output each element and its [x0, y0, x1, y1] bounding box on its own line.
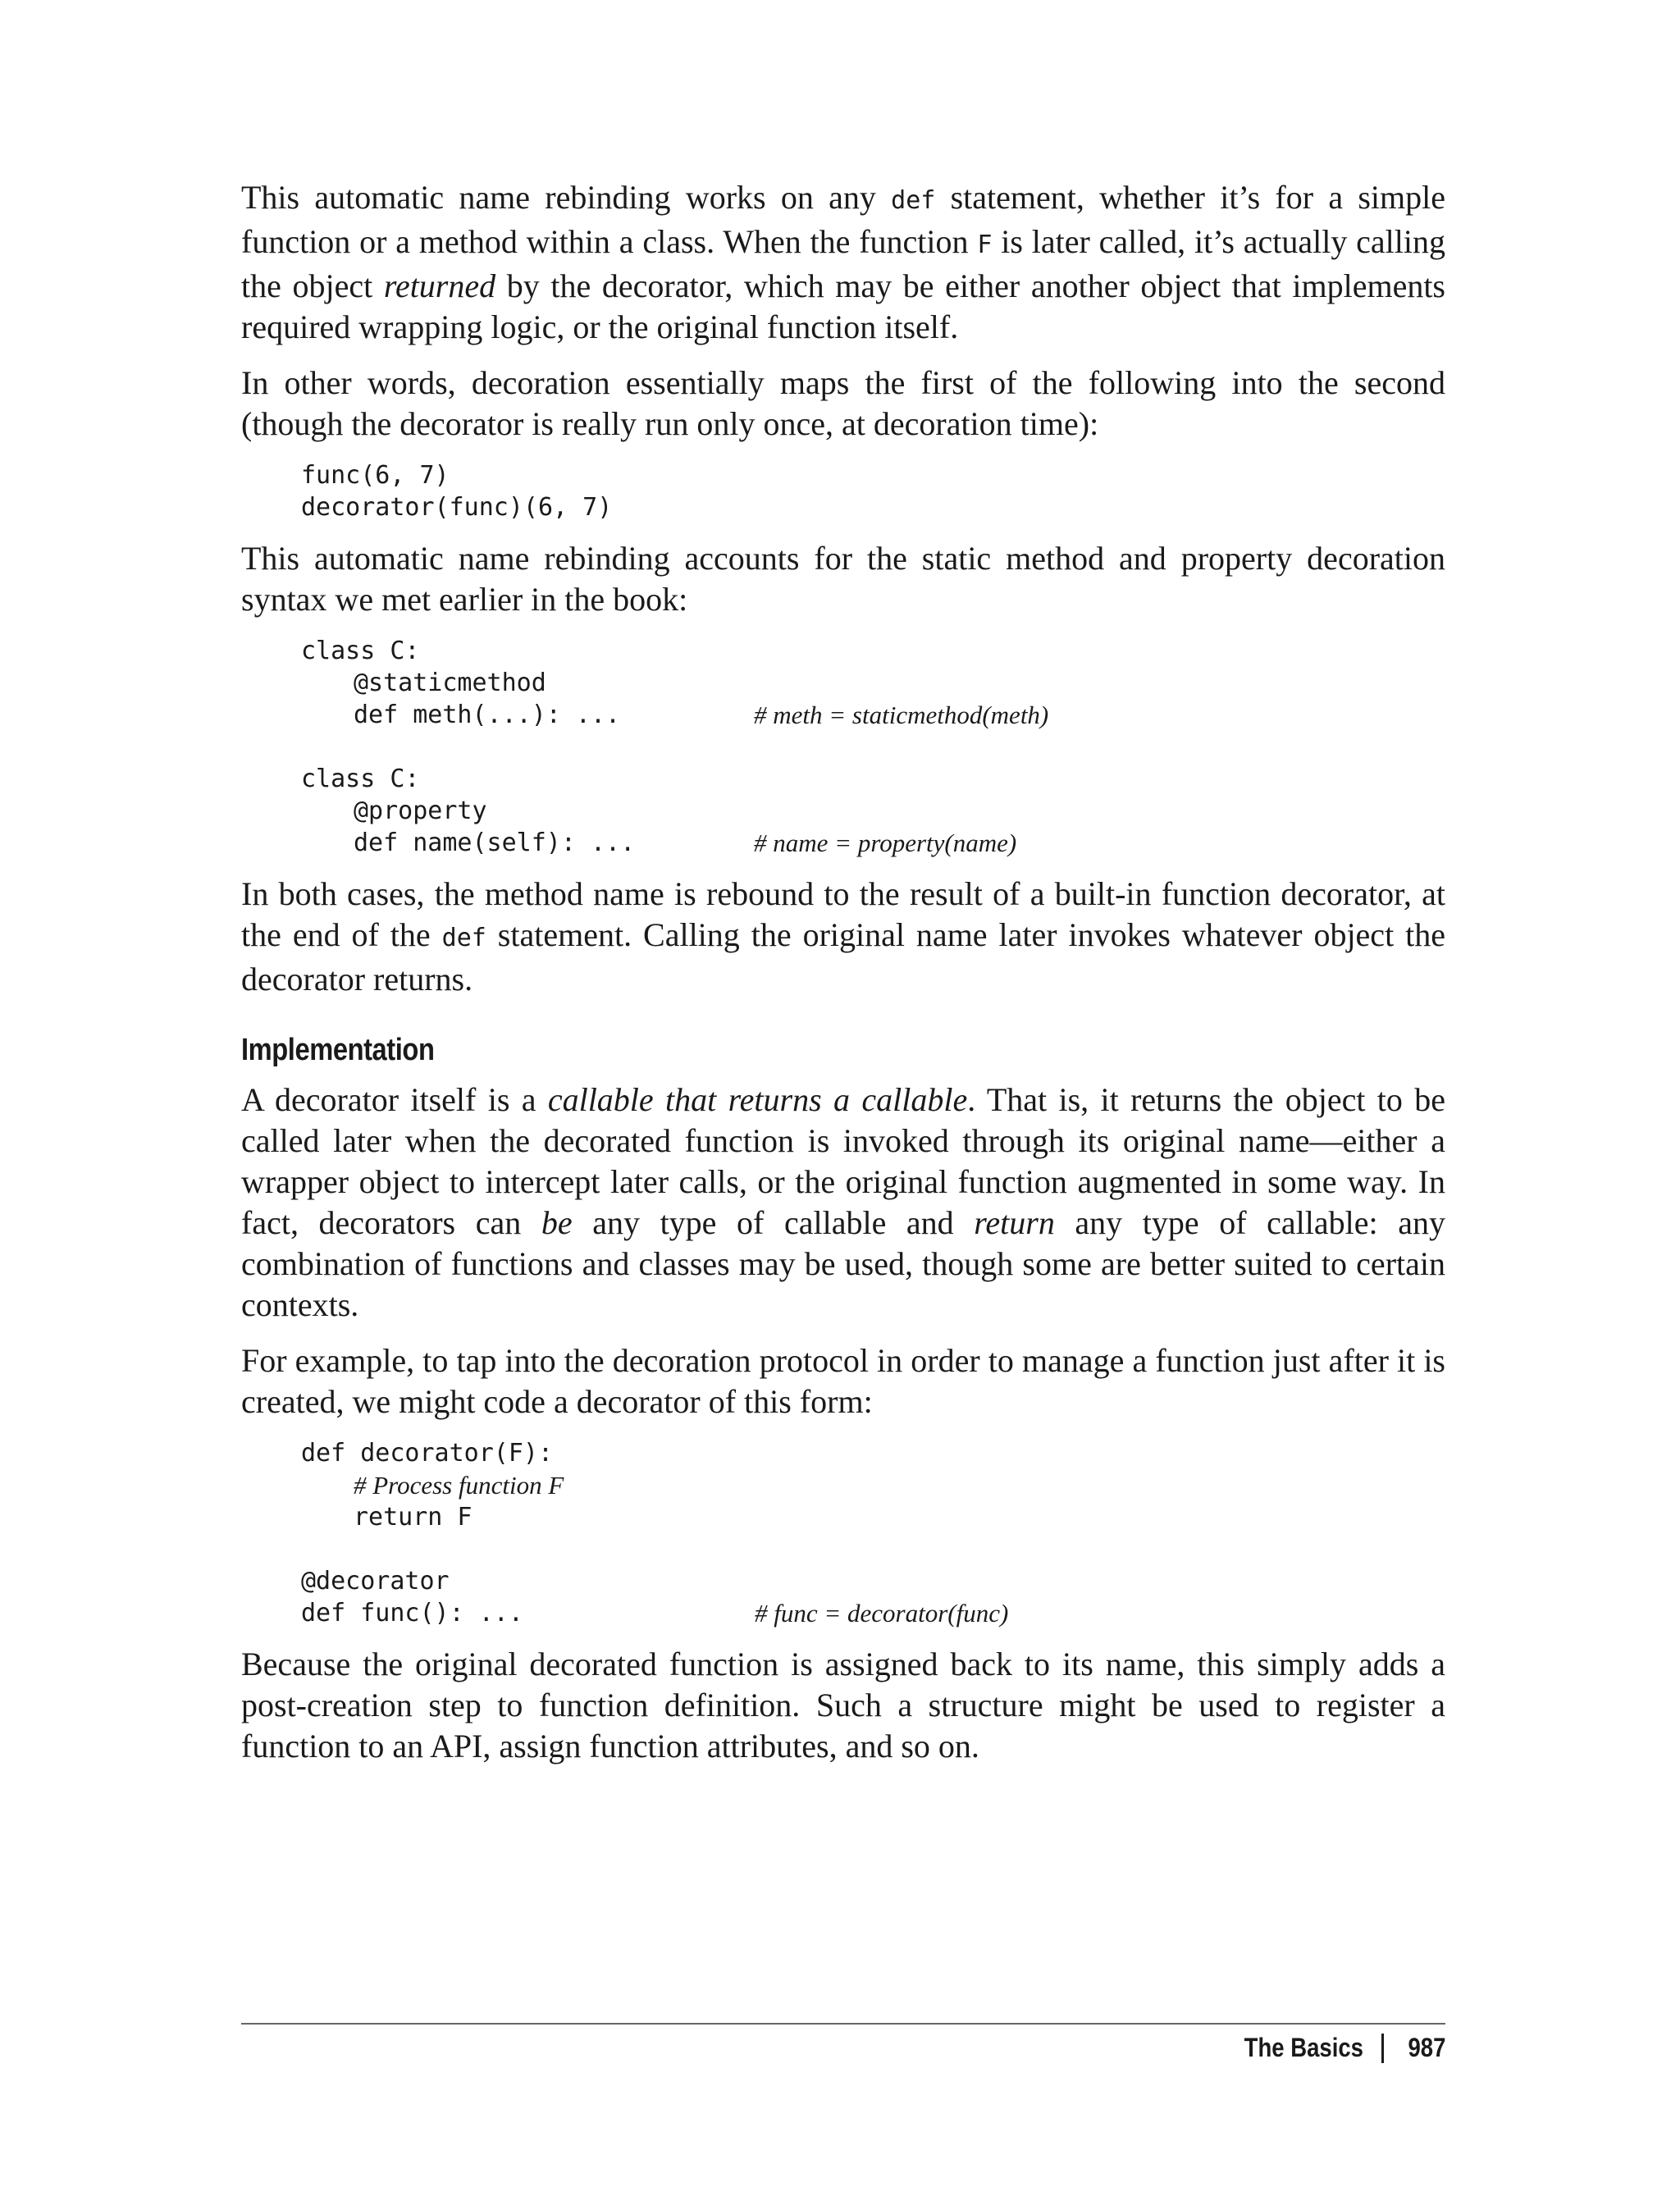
paragraph-4 [241, 874, 1445, 1000]
code-block-2 [301, 635, 1445, 859]
footer-rule [241, 2023, 1445, 2025]
inline-code: F [977, 231, 993, 259]
emphasis: return [974, 1204, 1055, 1241]
code-line: class C: [301, 637, 420, 665]
code-comment: # func = decorator(func) [755, 1599, 1009, 1628]
code-line: @property [354, 797, 487, 825]
text: statement, whether it’s for a simple function or a method within a class. When the function [241, 179, 1445, 260]
code-line [301, 699, 1445, 731]
code-line: return F [354, 1503, 472, 1532]
code-text: def func(): ... [301, 1599, 523, 1628]
text: any type of callable and [572, 1204, 975, 1241]
inline-code: def [891, 186, 936, 215]
code-block-3 [301, 1437, 1445, 1629]
code-comment: # Process function F [354, 1471, 564, 1500]
text: . That is, it returns the object to be called later when the decorated function is invoked through its original name—either a wrapper object to intercept later calls, or the original function augmented in some way. In fact, decorators can [241, 1081, 1445, 1241]
text: statement. Calling the original name later invokes whatever object the decorator returns. [241, 916, 1445, 998]
code-line: class C: [301, 765, 420, 793]
emphasis: callable that returns a callable [547, 1081, 968, 1118]
text: In both cases, the method name is rebound to the result of a built-in function decorator, at the end of the [241, 875, 1445, 953]
blank-line [301, 1533, 1445, 1565]
emphasis: be [541, 1204, 573, 1241]
footer-separator [1381, 2034, 1384, 2063]
text: is later called, it’s actually calling the object [241, 223, 1446, 304]
paragraph-7: Because the original decorated function is assigned back to its name, this simply adds a post-creation step to function definition. Such a structure might be used to register a function to an API, assign function attributes, and so on. [241, 1646, 1445, 1764]
code-line: @staticmethod [354, 669, 546, 697]
code-comment: # meth = staticmethod(meth) [754, 701, 1049, 729]
paragraph-5 [241, 1080, 1445, 1326]
paragraph-3: This automatic name rebinding accounts for the static method and property decoration syntax we met earlier in the book: [241, 540, 1445, 618]
code-block-1 [301, 459, 1445, 523]
emphasis: returned [383, 267, 496, 304]
paragraph-2: In other words, decoration essentially maps the first of the following into the second (though the decorator is really run only once, at decoration time): [241, 364, 1445, 442]
blank-line [301, 731, 1445, 763]
code-line [301, 827, 1445, 859]
code-text: def name(self): ... [354, 829, 636, 857]
code-line [301, 1597, 1445, 1629]
inline-code: def [441, 924, 486, 952]
code-line: decorator(func)(6, 7) [301, 493, 613, 522]
page-footer [1225, 2033, 1445, 2063]
section-heading: Implementation [241, 1033, 435, 1067]
page-content [241, 177, 1445, 1782]
paragraph-1 [241, 177, 1445, 348]
text: any type of callable: any combination of functions and classes may be used, though some are better suited to certain contexts. [241, 1204, 1445, 1323]
code-line: def decorator(F): [301, 1439, 554, 1468]
code-line: func(6, 7) [301, 461, 450, 490]
code-line [301, 1469, 1445, 1501]
text: A decorator itself is a [241, 1081, 548, 1118]
code-comment: # name = property(name) [754, 829, 1017, 857]
paragraph-6: For example, to tap into the decoration protocol in order to manage a function just after it is created, we might code a decorator of this form: [241, 1342, 1445, 1420]
page-number: 987 [1408, 2033, 1445, 2062]
code-text: def meth(...): ... [354, 701, 621, 729]
text: by the decorator, which may be either another object that implements required wrapping logic, or the original function itself. [241, 267, 1445, 345]
text: This automatic name rebinding works on any [241, 179, 892, 216]
code-line: @decorator [301, 1567, 450, 1596]
footer-section-title: The Basics [1244, 2033, 1363, 2062]
